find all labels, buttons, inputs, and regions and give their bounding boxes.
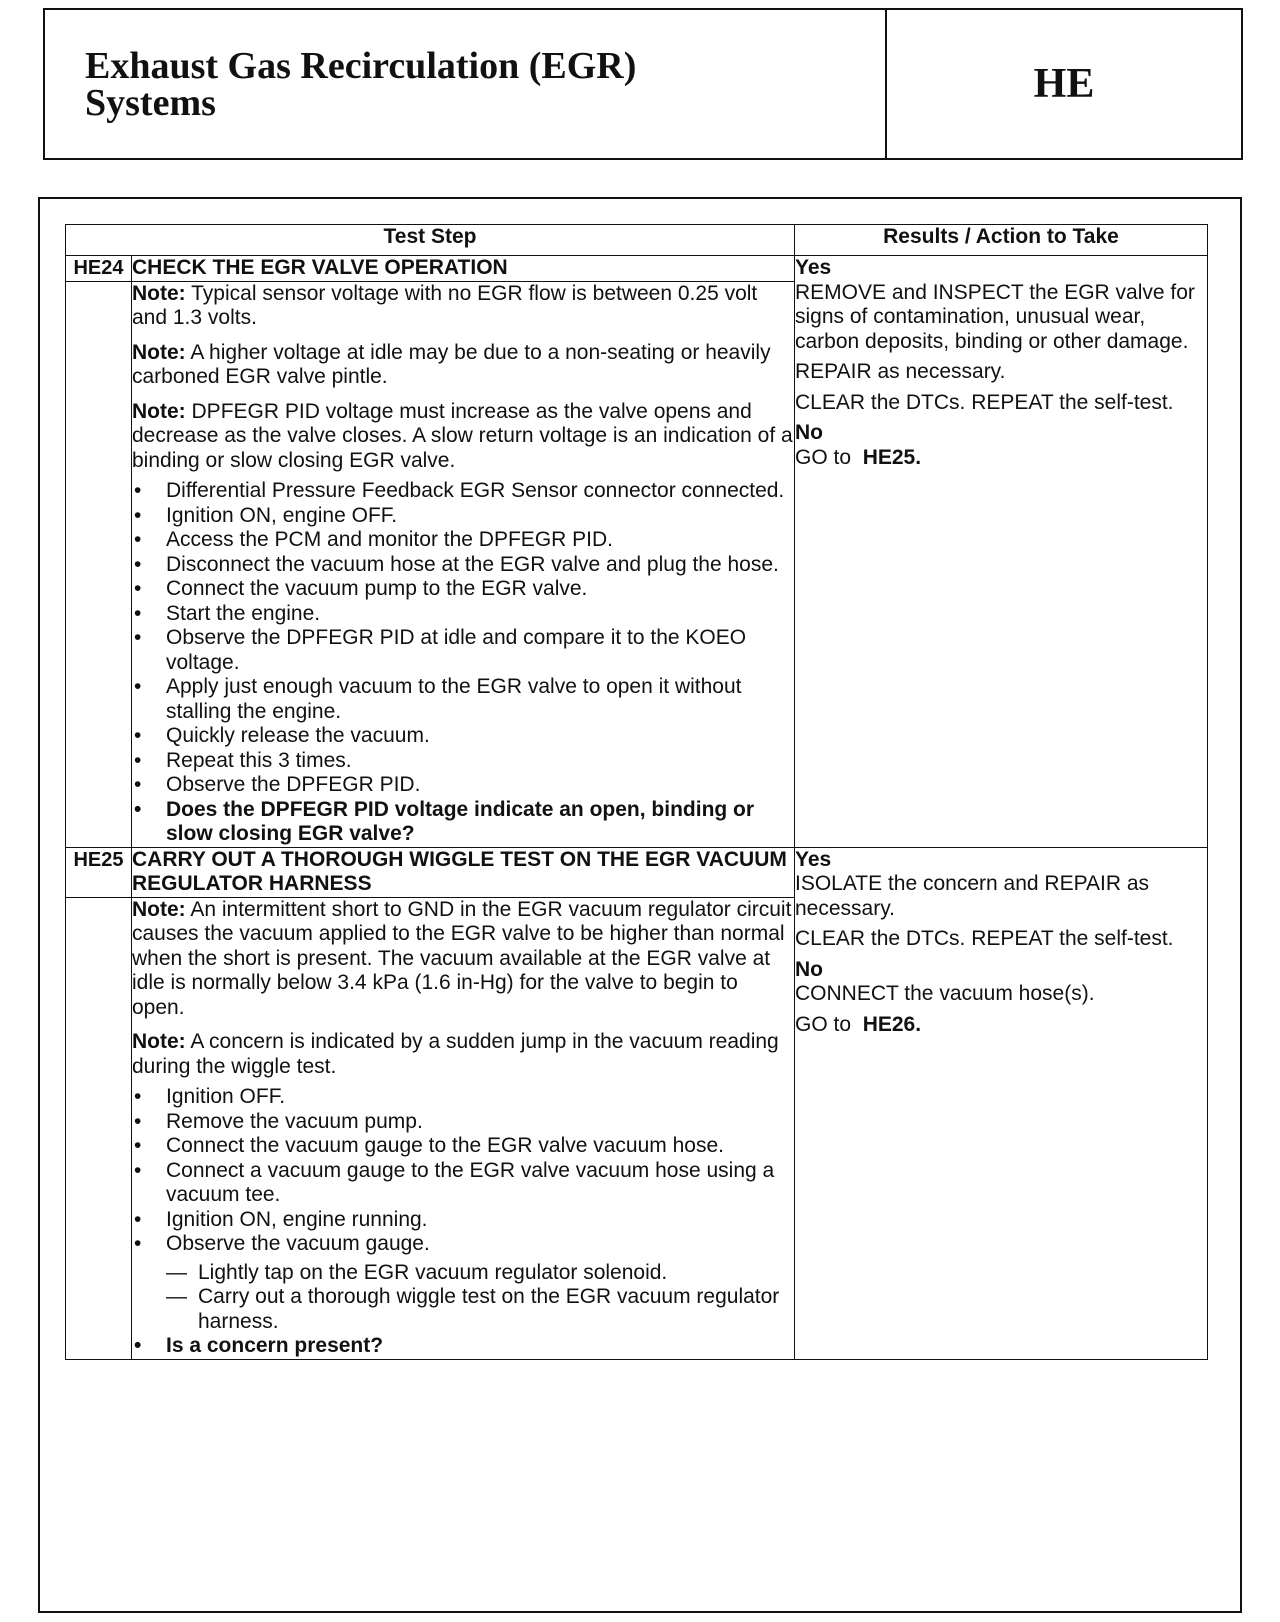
step-bullet: • Remove the vacuum pump. — [132, 1110, 794, 1135]
step-title-row — [66, 256, 1208, 282]
step-bullet: • Apply just enough vacuum to the EGR valve to open it without stalling the engine. — [132, 675, 794, 724]
step-bullet: • Ignition ON, engine OFF. — [132, 504, 794, 529]
result-goto — [795, 446, 1207, 471]
content-frame — [38, 197, 1242, 1613]
step-bullet: • Ignition ON, engine running. — [132, 1208, 794, 1233]
result-yes-label: Yes — [795, 256, 832, 279]
note-text: DPFEGR PID voltage must increase as the valve opens and decrease as the valve closes. A slow return voltage is an indication of a binding or slow closing EGR valve. — [132, 399, 793, 472]
table-header-row — [66, 225, 1208, 256]
step-bullet: • Observe the DPFEGR PID. — [132, 773, 794, 798]
step-bullet: • Quickly release the vacuum. — [132, 724, 794, 749]
column-header-results: Results / Action to Take — [795, 225, 1208, 256]
result-goto-text: GO to — [795, 445, 852, 469]
result-no-label: No — [795, 421, 823, 444]
result-yes-line: ISOLATE the concern and REPAIR as necessary. — [795, 872, 1150, 920]
step-subitem-list — [132, 1261, 794, 1335]
note-label: Note: — [132, 281, 186, 305]
step-bullet: • Connect the vacuum pump to the EGR valve. — [132, 577, 794, 602]
step-title-row — [66, 847, 1208, 897]
step-note — [132, 341, 794, 390]
step-result — [795, 847, 1208, 1359]
step-bullet: • Disconnect the vacuum hose at the EGR valve and plug the hose. — [132, 553, 794, 578]
step-bullet: • Ignition OFF. — [132, 1085, 794, 1110]
section-code: HE — [1033, 61, 1095, 107]
note-label: Note: — [132, 1030, 186, 1053]
column-header-test-step: Test Step — [66, 225, 795, 256]
step-id: HE24 — [66, 256, 132, 282]
note-label: Note: — [132, 340, 186, 364]
result-yes-line: CLEAR the DTCs. REPEAT the self-test. — [795, 927, 1174, 950]
step-note — [132, 1030, 794, 1079]
result-no-line: CONNECT the vacuum hose(s). — [795, 982, 1095, 1005]
result-no-label: No — [795, 957, 823, 981]
step-question: • Is a concern present? — [132, 1334, 794, 1359]
note-text: An intermittent short to GND in the EGR vacuum regulator circuit causes the vacuum applied to the EGR valve to be higher than normal when the short is present. The vacuum available at the EGR valve at idle is normally below 3.4 kPa (1.6 in-Hg) for the valve to begin to open. — [132, 897, 792, 1019]
step-question-list — [132, 1334, 794, 1359]
note-label: Note: — [132, 399, 186, 423]
result-yes-line: REPAIR as necessary. — [795, 360, 1006, 383]
result-goto-text: GO to — [795, 1012, 852, 1036]
step-note — [132, 282, 794, 331]
step-note — [132, 898, 794, 1021]
step-bullet-list — [132, 1085, 794, 1257]
page-title-line-1: Exhaust Gas Recirculation (EGR) — [85, 45, 637, 87]
result-yes-label: Yes — [795, 847, 832, 871]
step-question: • Does the DPFEGR PID voltage indicate an open, binding or slow closing EGR valve? — [132, 798, 794, 847]
note-text: A higher voltage at idle may be due to a non-seating or heavily carboned EGR valve pintle. — [132, 340, 771, 388]
step-title: CARRY OUT A THOROUGH WIGGLE TEST ON THE EGR VACUUM REGULATOR HARNESS — [132, 847, 795, 897]
step-id-spacer — [66, 281, 132, 847]
step-bullet: • Observe the DPFEGR PID at idle and compare it to the KOEO voltage. — [132, 626, 794, 675]
test-step-table — [65, 224, 1208, 1360]
step-body — [132, 897, 795, 1359]
result-goto — [795, 1013, 1207, 1038]
result-yes-line: CLEAR the DTCs. REPEAT the self-test. — [795, 390, 1174, 414]
step-result — [795, 256, 1208, 848]
step-bullet-list — [132, 479, 794, 847]
step-id-spacer — [66, 897, 132, 1359]
step-bullet: • Observe the vacuum gauge. — [132, 1232, 794, 1257]
step-note — [132, 400, 794, 474]
step-body — [132, 281, 795, 847]
step-bullet: • Repeat this 3 times. — [132, 749, 794, 774]
note-text: Typical sensor voltage with no EGR flow is between 0.25 volt and 1.3 volts. — [132, 281, 758, 329]
page-header — [43, 8, 1243, 160]
result-yes-line: REMOVE and INSPECT the EGR valve for signs of contamination, unusual wear, carbon deposits, binding or other damage. — [795, 280, 1195, 353]
note-text: A concern is indicated by a sudden jump in the vacuum reading during the wiggle test. — [132, 1030, 779, 1078]
step-bullet: • Start the engine. — [132, 602, 794, 627]
step-title: CHECK THE EGR VALVE OPERATION — [132, 256, 795, 282]
page-title-line-2: Systems — [85, 82, 216, 124]
step-bullet: • Differential Pressure Feedback EGR Sensor connector connected. — [132, 479, 794, 504]
step-bullet: • Access the PCM and monitor the DPFEGR PID. — [132, 528, 794, 553]
step-subitem: — Carry out a thorough wiggle test on the EGR vacuum regulator harness. — [132, 1285, 794, 1334]
step-bullet: • Connect a vacuum gauge to the EGR valve vacuum hose using a vacuum tee. — [132, 1159, 794, 1208]
result-goto-target: HE26. — [862, 1012, 922, 1036]
note-label: Note: — [132, 897, 186, 921]
step-bullet: • Connect the vacuum gauge to the EGR valve vacuum hose. — [132, 1134, 794, 1159]
step-id: HE25 — [66, 847, 132, 897]
result-goto-target: HE25. — [862, 445, 922, 469]
page-title — [45, 10, 887, 158]
step-subitem: — Lightly tap on the EGR vacuum regulator solenoid. — [132, 1261, 794, 1286]
